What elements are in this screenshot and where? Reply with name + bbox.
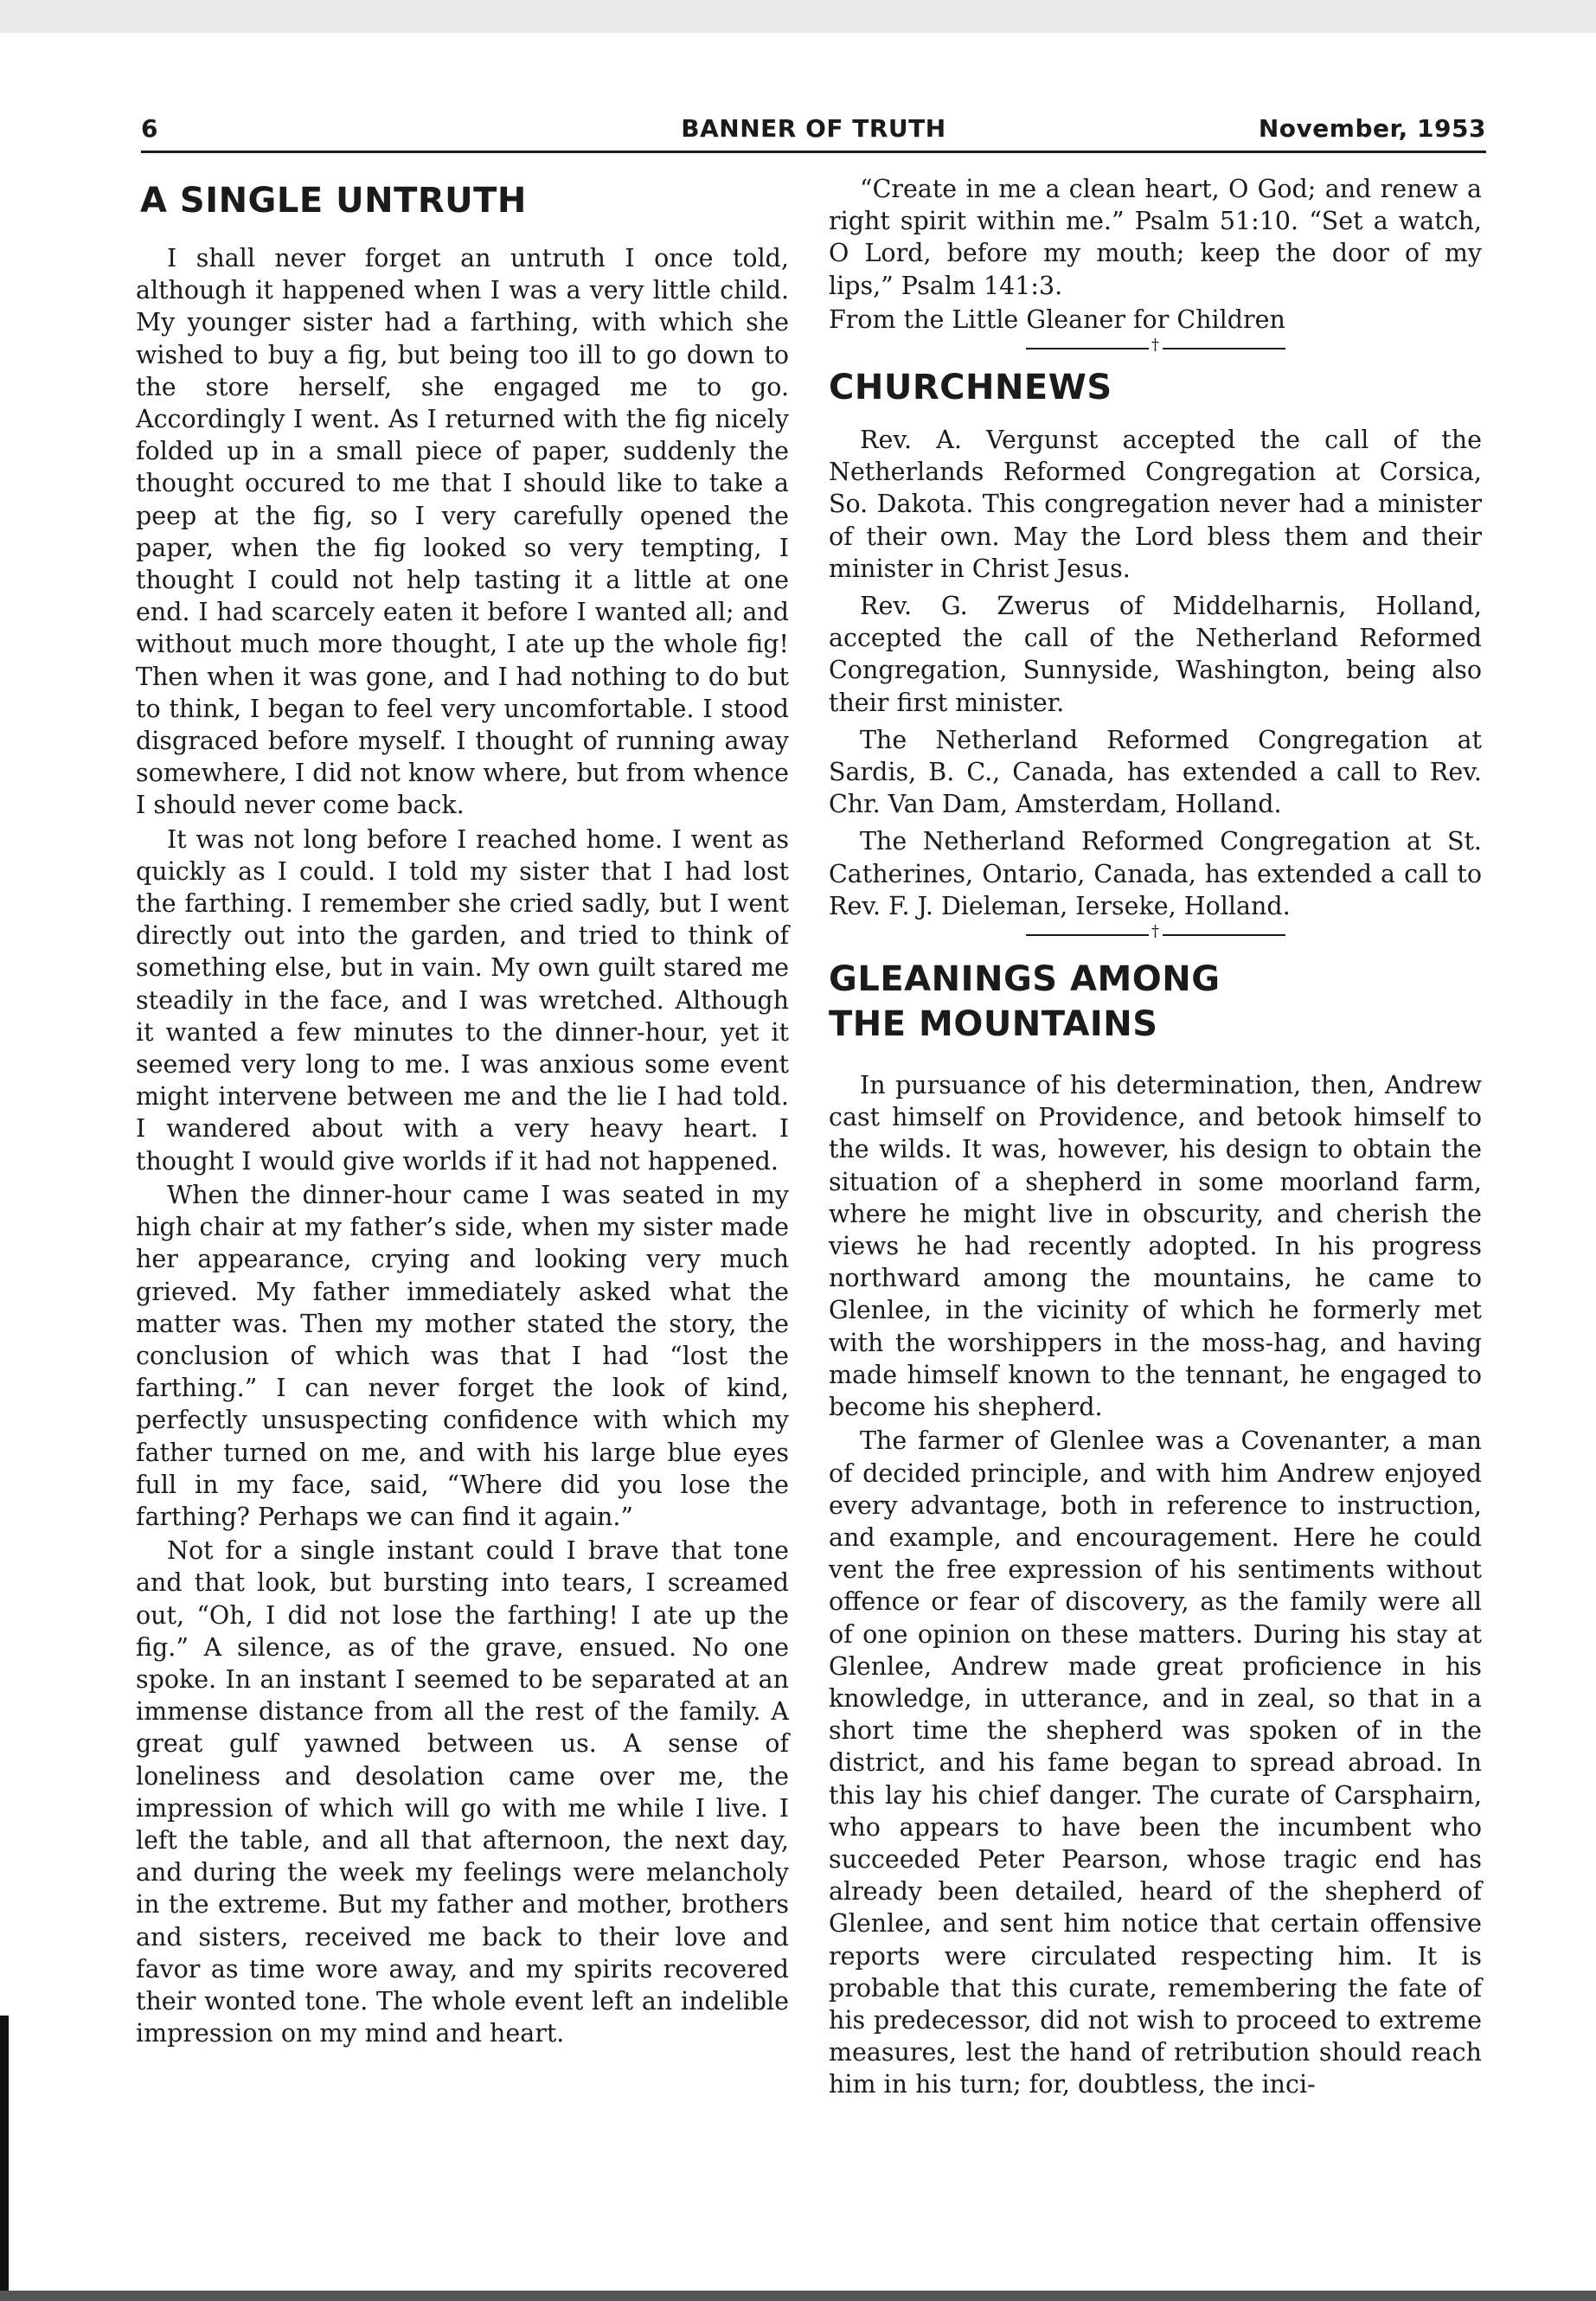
news-paragraph: The Netherland Reformed Congregation at Sardis, B. C., Canada, has extended a call to Rev. Chr. Van Dam, Amsterdam, Holland. xyxy=(829,725,1482,819)
article-paragraph: In pursuance of his determination, then, Andrew cast himself on Providence, and betook himself to the wilds. It was, however, his design to obtain the situation of a shepherd in some moorland farm, where he might live in obscurity, and cherish the views he had recently adopted. In his progress northward among the mountains, he came to Glenlee, in the vicinity of which he formerly met with the worshippers in the moss-hag, and having made himself known to the tennant, he engaged to become his shepherd. xyxy=(829,1071,1482,1422)
article-source: From the Little Gleaner for Children xyxy=(829,304,1285,334)
article-title-single-untruth: A SINGLE UNTRUTH xyxy=(140,181,527,221)
section-title-gleanings xyxy=(829,957,1482,1047)
page-number: 6 xyxy=(141,114,158,143)
gleanings-title-line-1: GLEANINGS AMONG xyxy=(829,959,1221,1000)
section-divider xyxy=(1026,336,1285,355)
article-paragraph: When the dinner-hour came I was seated in my high chair at my father’s side, when my sister made her appearance, crying and looking very much grieved. My father immediately asked what the matter was. Then my mother stated the story, the conclusion of which was that I had “lost the farthing.” I can never forget the look of kind, perfectly unsuspecting confidence with which my father turned on me, and with his large blue eyes full in my face, said, “Where did you lose the farthing? Perhaps we can find it again.” xyxy=(136,1180,789,1531)
header-rule xyxy=(141,151,1486,153)
news-paragraph: The Netherland Reformed Congregation at St. Catherines, Ontario, Canada, has extended a call to Rev. F. J. Dieleman, Ierseke, Holland. xyxy=(829,827,1482,920)
scan-top-edge xyxy=(0,0,1596,33)
right-column xyxy=(829,173,1482,2101)
scan-left-edge xyxy=(0,2016,9,2301)
gleanings-title-line-2: THE MOUNTAINS xyxy=(829,1004,1158,1045)
running-header xyxy=(141,114,1486,149)
news-paragraph: Rev. G. Zwerus of Middelharnis, Holland, accepted the call of the Netherland Reformed Congregation, Sunnyside, Washington, being also their first minister. xyxy=(829,592,1482,717)
scripture-continuation: “Create in me a clean heart, O God; and renew a right spirit within me.” Psalm 51:10. “Set a watch, O Lord, before my mouth; keep the door of my lips,” Psalm 141:3. xyxy=(829,175,1482,300)
journal-title: BANNER OF TRUTH xyxy=(681,114,946,143)
section-divider xyxy=(1026,922,1285,941)
scan-bottom-edge xyxy=(0,2291,1596,2301)
article-paragraph: The farmer of Glenlee was a Covenanter, a man of decided principle, and with him Andrew enjoyed every advantage, both in reference to instruction, and example, and encouragement. Here he could vent the free expression of his sentiments without offence or fear of discovery, as the family were all of one opinion on these matters. During his stay at Glenlee, Andrew made great proficience in his knowledge, in utterance, and in zeal, so that in a short time the shepherd was spoken of in the district, and his fame began to spread abroad. In this lay his chief danger. The curate of Carsphairn, who appears to have been the incumbent who succeeded Peter Pearson, whose tragic end has already been detailed, heard of the shepherd of Glenlee, and sent him notice that certain offensive reports were circulated respecting him. It is probable that this curate, remembering the fate of his predecessor, did not wish to proceed to extreme measures, lest the hand of retribution should reach him in his turn; for, doubtless, the inci- xyxy=(829,1426,1482,2099)
news-paragraph: Rev. A. Vergunst accepted the call of the Netherlands Reformed Congregation at Corsica, So. Dakota. This congregation never had a minister of their own. May the Lord bless them and their minister in Christ Jesus. xyxy=(829,426,1482,583)
article-paragraph: Not for a single instant could I brave that tone and that look, but bursting into tears, I screamed out, “Oh, I did not lose the farthing! I ate up the fig.” A silence, as of the grave, ensued. No one spoke. In an instant I seemed to be separated at an immense distance from all the rest of the family. A great gulf yawned between us. A sense of loneliness and desolation came over me, the impression of which will go with me while I live. I left the table, and all that afternoon, the next day, and during the week my feelings were melancholy in the extreme. But my father and mother, brothers and sisters, received me back to their love and favor as time wore away, and my spirits recovered their wonted tone. The whole event left an indelible impression on my mind and heart. xyxy=(136,1536,789,2048)
cross-icon: † xyxy=(1149,922,1163,941)
left-column xyxy=(136,173,789,2049)
section-title-churchnews: CHURCHNEWS xyxy=(829,368,1112,408)
issue-date: November, 1953 xyxy=(1258,114,1486,143)
cross-icon: † xyxy=(1149,336,1163,355)
article-paragraph: It was not long before I reached home. I went as quickly as I could. I told my sister that I had lost the farthing. I remember she cried sadly, but I went directly out into the garden, and tried to think of something else, but in vain. My own guilt stared me steadily in the face, and I was wretched. Although it wanted a few minutes to the dinner-hour, yet it seemed very long to me. I was anxious some event might intervene between me and the lie I had told. I wandered about with a very heavy heart. I thought I would give worlds if it had not happened. xyxy=(136,824,789,1176)
article-paragraph: I shall never forget an untruth I once told, although it happened when I was a very little child. My younger sister had a farthing, with which she wished to buy a fig, but being too ill to go down to the store herself, she engaged me to go. Accordingly I went. As I returned with the fig nicely folded up in a small piece of paper, suddenly the thought occured to me that I should like to take a peep at the fig, so I very carefully opened the paper, when the fig looked so very tempting, I thought I could not help tasting it a little at one end. I had scarcely eaten it before I wanted all; and without much more thought, I ate up the whole fig! Then when it was gone, and I had nothing to do but to think, I began to feel very uncomfortable. I stood disgraced before myself. I thought of running away somewhere, I did not know where, but from whence I should never come back. xyxy=(136,244,789,820)
